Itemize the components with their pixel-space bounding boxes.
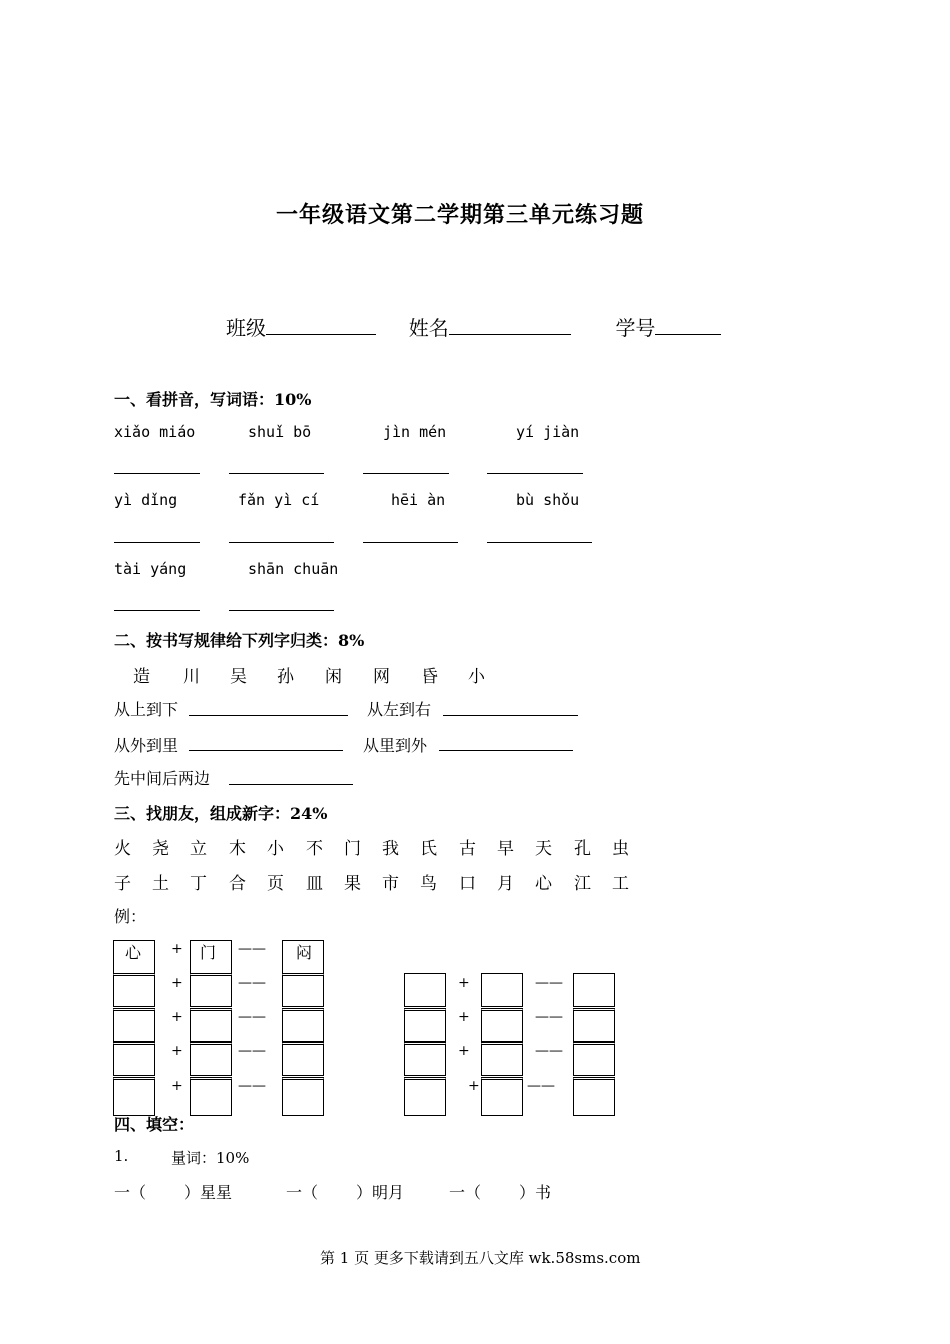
pinyin-7: hēi àn [391,491,446,509]
answer-blank[interactable] [229,610,334,611]
fill-1 [114,1180,232,1203]
char: 孔 [574,839,591,859]
dash-sign: —— [238,1009,266,1025]
char: 门 [344,839,361,859]
char-box[interactable] [113,973,155,1007]
char-box[interactable] [190,1042,232,1076]
dash-sign: —— [535,1009,563,1025]
example-char-1: 心 [125,943,142,962]
class-blank[interactable] [266,316,376,335]
plus-sign: + [458,975,470,991]
dash-sign: —— [238,1043,266,1059]
char-box[interactable] [404,1077,446,1116]
pinyin-4: yí jiàn [516,423,580,441]
section4-heading: 四、填空： [114,1115,195,1134]
example-label: 例： [114,907,147,926]
pinyin-8: bù shǒu [516,491,580,509]
char: 古 [459,839,476,859]
fill-prefix: 一（ [449,1183,482,1202]
inside-outside-label: 从里到外 [363,736,428,755]
name-label: 姓名 [408,316,449,340]
char: 不 [306,839,323,859]
plus-sign: + [171,1078,183,1094]
id-blank[interactable] [655,316,721,335]
char-box[interactable] [282,1008,324,1042]
fill-prefix: 一（ [286,1183,319,1202]
answer-blank[interactable] [229,473,324,474]
pinyin-1: xiǎo miáo [114,423,196,441]
char: 月 [497,874,514,894]
char-box[interactable] [404,1008,446,1042]
pinyin-3: jìn mén [383,423,447,441]
id-label: 学号 [615,316,656,340]
section1-heading: 一、看拼音，写词语：10% [114,390,312,409]
char: 果 [344,874,361,894]
answer-blank[interactable] [114,473,200,474]
answer-blank[interactable] [487,473,583,474]
outside-inside-label: 从外到里 [114,736,179,755]
answer-blank[interactable] [443,715,578,716]
char: 口 [459,874,476,894]
dash-sign: —— [527,1078,555,1094]
char: 火 [114,839,131,859]
fill-2 [286,1180,404,1203]
char: 尧 [152,839,169,859]
pinyin-2: shuǐ bō [248,423,312,441]
answer-blank[interactable] [189,715,348,716]
char: 氏 [420,839,437,859]
middle-sides-label: 先中间后两边 [114,769,211,788]
char: 我 [382,839,399,859]
char-box[interactable] [481,1042,523,1076]
char: 市 [382,874,399,894]
char-box[interactable] [481,973,523,1007]
char-box[interactable] [190,1077,232,1116]
student-info [226,312,721,341]
dash-sign: —— [535,1043,563,1059]
char: 子 [114,874,131,894]
answer-blank[interactable] [487,542,592,543]
char: 丁 [190,874,207,894]
plus-sign: + [171,1043,183,1059]
page-footer: 第 1 页 更多下载请到五八文库 wk.58sms.com [320,1249,641,1267]
fill-suffix: ）明月 [356,1183,405,1202]
plus-sign: + [458,1043,470,1059]
pinyin-6: fǎn yì cí [238,491,320,509]
char-box[interactable] [282,1077,324,1116]
answer-blank[interactable] [363,542,458,543]
dash-sign: —— [238,1078,266,1094]
char: 网 [373,667,390,687]
answer-blank[interactable] [229,542,334,543]
dash-sign: —— [238,941,266,957]
left-right-label: 从左到右 [367,700,432,719]
answer-blank[interactable] [114,542,200,543]
pinyin-9: tài yáng [114,560,187,578]
char-box[interactable] [404,1042,446,1076]
char: 昏 [421,667,438,687]
char-box[interactable] [113,1077,155,1116]
pinyin-10: shān chuān [248,560,339,578]
char-box[interactable] [404,973,446,1007]
char: 合 [229,874,246,894]
page-title: 一年级语文第二学期第三单元练习题 [276,202,645,228]
char: 皿 [306,874,323,894]
section2-heading: 二、按书写规律给下列字归类：8% [114,631,365,650]
char-box[interactable] [481,1008,523,1042]
dash-sign: —— [238,975,266,991]
class-label: 班级 [226,316,266,340]
char: 木 [229,839,246,859]
char-box[interactable] [573,1008,615,1042]
char-box[interactable] [113,1042,155,1076]
char: 页 [267,874,284,894]
char-box[interactable] [190,973,232,1007]
char: 立 [190,839,207,859]
fill-3 [449,1180,551,1203]
plus-sign: + [171,975,183,991]
section3-heading: 三、找朋友，组成新字：24% [114,804,328,823]
char: 小 [468,667,485,687]
top-bottom-label: 从上到下 [114,700,179,719]
pinyin-5: yì dǐng [114,491,178,509]
char: 小 [267,839,284,859]
char: 孙 [277,667,294,687]
char: 吴 [230,667,247,687]
item1-label: 量词：10% [171,1149,250,1167]
answer-blank[interactable] [439,750,573,751]
example-char-3: 闷 [296,943,313,962]
char: 土 [152,874,169,894]
char: 闲 [325,667,342,687]
char: 鸟 [420,874,437,894]
char-box[interactable] [190,1008,232,1042]
char-box[interactable] [282,973,324,1007]
char-box[interactable] [573,973,615,1007]
plus-sign: + [171,941,183,957]
answer-blank[interactable] [189,750,343,751]
char: 江 [574,874,591,894]
plus-sign: + [468,1078,480,1094]
char-box[interactable] [573,1042,615,1076]
plus-sign: + [458,1009,470,1025]
char: 虫 [612,839,629,859]
char-box[interactable] [481,1077,523,1116]
char: 心 [535,874,552,894]
char: 造 [133,667,150,687]
fill-prefix: 一（ [114,1183,147,1202]
fill-suffix: ）书 [519,1183,552,1202]
char-box[interactable] [573,1077,615,1116]
dash-sign: —— [535,975,563,991]
fill-suffix: ）星星 [184,1183,233,1202]
char: 天 [535,839,552,859]
char-box[interactable] [282,1042,324,1076]
answer-blank[interactable] [114,610,200,611]
answer-blank[interactable] [229,784,353,785]
char: 工 [612,874,629,894]
answer-blank[interactable] [363,473,449,474]
plus-sign: + [171,1009,183,1025]
char-box[interactable] [113,1008,155,1042]
name-blank[interactable] [449,316,571,335]
item1-number: 1. [114,1147,129,1165]
char: 早 [497,839,514,859]
char: 川 [183,667,200,687]
example-char-2: 门 [200,943,217,962]
